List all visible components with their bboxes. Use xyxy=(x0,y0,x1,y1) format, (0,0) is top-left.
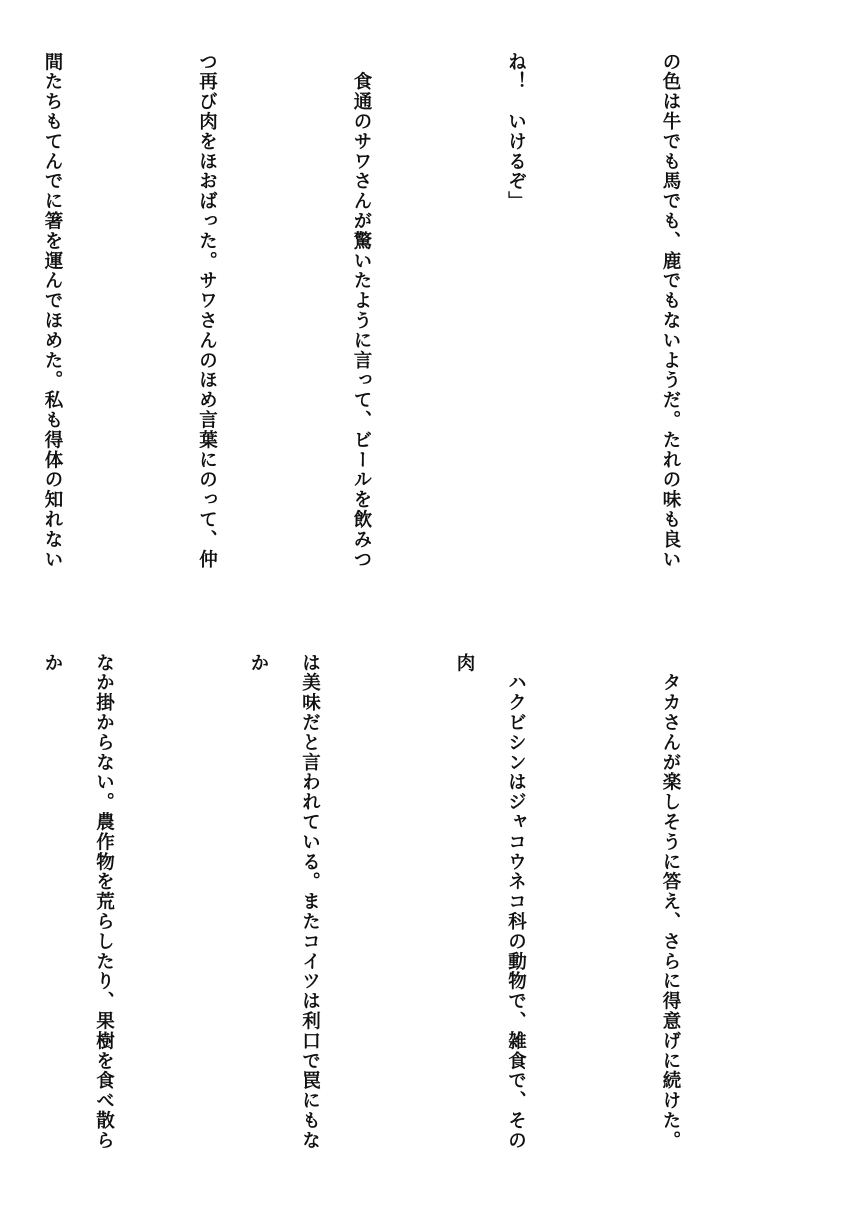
text-line: ハクビシンはジャコウネコ科の動物で、雑食で、その肉 xyxy=(454,653,527,1151)
text-line: 間たちもてんでに箸を運んでほめた。私も得体の知れない xyxy=(42,52,63,570)
text-line: 食通のサワさんが驚いたように言って、ビールを飲みつ xyxy=(351,52,372,570)
text-block-top xyxy=(42,52,799,587)
text-line: ね！ いけるぞ」 xyxy=(505,52,527,212)
text-line: なか掛からない。農作物を荒らしたり、果樹を食べ散らか xyxy=(42,653,115,1151)
text-line: タカさんが楽しそうに答え、さらに得意げに続けた。 xyxy=(660,653,681,1151)
text-line: の色は牛でも馬でも、鹿でもないようだ。たれの味も良い xyxy=(660,52,681,570)
text-line: つ再び肉をほおばった。サワさんのほめ言葉にのって、仲 xyxy=(196,52,218,570)
text-line: は美味だと言われている。またコイツは利口で罠にもなか xyxy=(248,653,321,1151)
text-block-bottom xyxy=(42,653,799,1168)
